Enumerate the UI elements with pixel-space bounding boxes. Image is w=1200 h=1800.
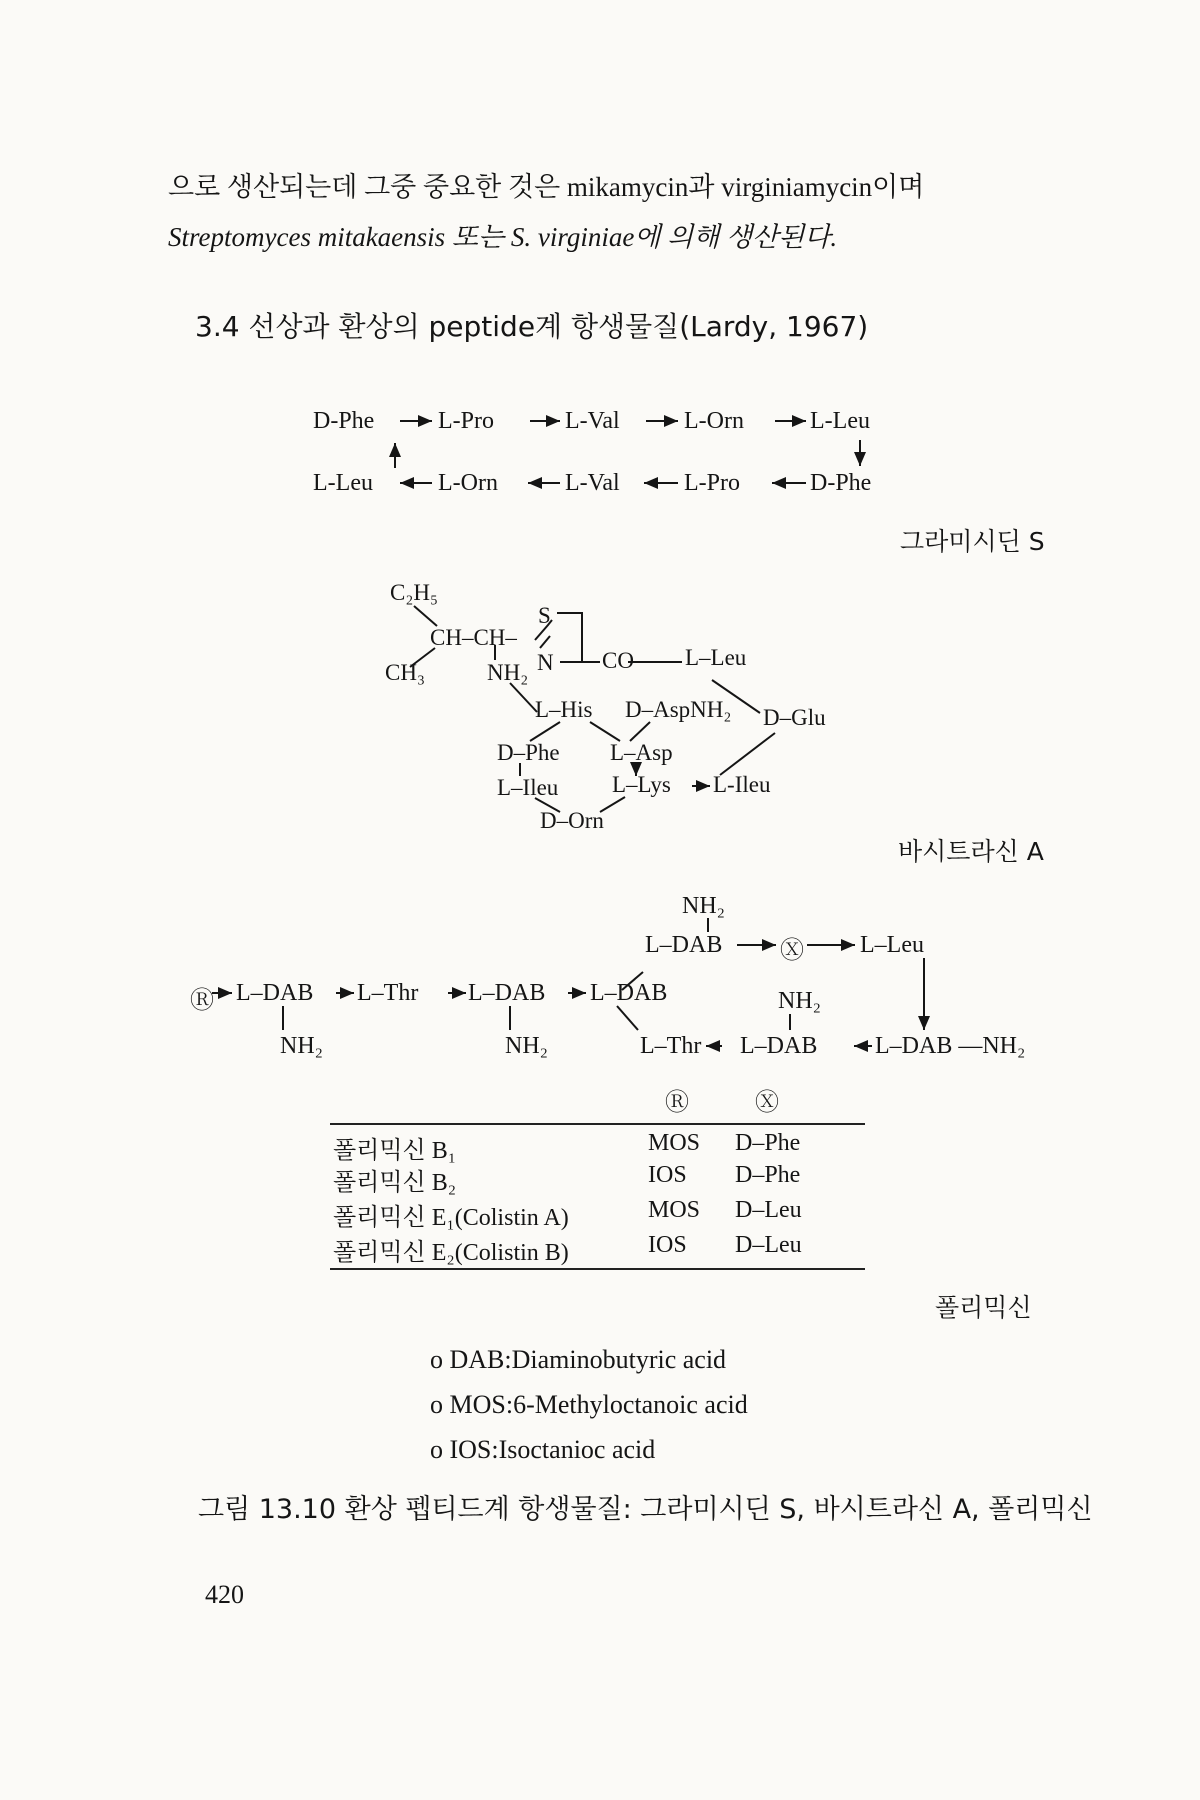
poly-dab-3: L–DAB	[590, 980, 668, 1006]
gram-bottom-2: L-Orn	[438, 470, 498, 496]
gram-top-1: D-Phe	[313, 408, 375, 434]
bac-phe: D–Phe	[497, 740, 560, 765]
poly-nh2-top: NH₂	[682, 893, 726, 919]
poly-dab-1: L–DAB	[236, 980, 314, 1006]
gram-bottom-3: L-Val	[565, 470, 620, 496]
gram-top-5: L-Leu	[810, 408, 870, 434]
poly-dab-4: L–DAB	[740, 1033, 818, 1059]
table-row-1-r: MOS	[648, 1130, 701, 1156]
bac-his: L–His	[535, 697, 593, 722]
bac-nh2: NH₂	[487, 660, 529, 685]
gramicidin-label: 그라미시딘 S	[900, 527, 1045, 556]
polymyxin-label: 폴리믹신	[935, 1293, 1032, 1322]
poly-nh2-1: NH₂	[280, 1033, 324, 1059]
poly-nh2-mid: NH₂	[778, 988, 822, 1014]
gram-bottom-5: D-Phe	[810, 470, 872, 496]
bac-ileu: L–Ileu	[497, 775, 559, 800]
legend-mos: o MOS:6-Methyloctanoic acid	[430, 1390, 748, 1419]
bac-n: N	[537, 650, 554, 675]
poly-dab-nh2: L–DAB —NH₂	[875, 1033, 1026, 1059]
table-row-3-x: D–Leu	[735, 1197, 802, 1223]
legend-ios: o IOS:Isoctanioc acid	[430, 1435, 656, 1464]
gram-bottom-1: L-Leu	[313, 470, 373, 496]
bac-asp: L–Asp	[610, 740, 673, 765]
bac-chch: CH–CH–	[430, 625, 517, 650]
table-row-4-name: 폴리믹신 E₂(Colistin B)	[333, 1240, 569, 1266]
intro-line-1: 으로 생산되는데 그중 중요한 것은 mikamycin과 virginiamycin이며	[168, 172, 925, 202]
table-row-2-name: 폴리믹신 B₂	[333, 1170, 457, 1196]
gram-top-2: L-Pro	[438, 408, 494, 434]
bac-c2h5: C₂H₅	[390, 580, 438, 605]
gram-top-4: L-Orn	[684, 408, 744, 434]
table-row-2-r: IOS	[648, 1162, 687, 1188]
bac-orn: D–Orn	[540, 808, 604, 833]
intro-line-2: Streptomyces mitakaensis 또는 S. virginiae에 의해 생산된다.	[168, 222, 838, 252]
figure-caption: 그림 13.10 환상 펩티드계 항생물질: 그라미시딘 S, 바시트라신 A, 폴리믹신	[198, 1494, 1093, 1525]
bacitracin-label: 바시트라신 A	[898, 837, 1044, 866]
table-row-4-x: D–Leu	[735, 1232, 802, 1258]
poly-leu: L–Leu	[860, 932, 924, 958]
bac-s: S	[538, 603, 551, 628]
bac-lys: L–Lys	[612, 772, 671, 797]
poly-thr-2: L–Thr	[640, 1033, 702, 1059]
poly-nh2-2: NH₂	[505, 1033, 549, 1059]
table-row-2-x: D–Phe	[735, 1162, 801, 1188]
bac-ch3: CH₃	[385, 660, 425, 685]
table-header-x: Ⓧ	[755, 1090, 779, 1116]
poly-r-main: Ⓡ	[190, 988, 214, 1014]
table-row-4-r: IOS	[648, 1232, 687, 1258]
page-number: 420	[205, 1580, 244, 1609]
bac-ileu2: L-Ileu	[713, 772, 771, 797]
table-row-1-x: D–Phe	[735, 1130, 801, 1156]
gram-bottom-4: L-Pro	[684, 470, 740, 496]
bac-leu: L–Leu	[685, 645, 747, 670]
poly-dab-top: L–DAB	[645, 932, 723, 958]
bac-aspnh2: D–AspNH₂	[625, 697, 732, 722]
table-header-r: Ⓡ	[665, 1090, 689, 1116]
poly-thr-1: L–Thr	[357, 980, 419, 1006]
legend-dab: o DAB:Diaminobutyric acid	[430, 1345, 727, 1374]
table-row-3-r: MOS	[648, 1197, 701, 1223]
bac-glu: D–Glu	[763, 705, 826, 730]
gram-top-3: L-Val	[565, 408, 620, 434]
section-heading: 3.4 선상과 환상의 peptide계 항생물질(Lardy, 1967)	[195, 310, 869, 343]
table-row-3-name: 폴리믹신 E₁(Colistin A)	[333, 1205, 569, 1231]
poly-x-top: Ⓧ	[780, 938, 804, 964]
poly-dab-2: L–DAB	[468, 980, 546, 1006]
table-row-1-name: 폴리믹신 B₁	[333, 1138, 457, 1164]
bac-co: CO	[602, 648, 634, 673]
